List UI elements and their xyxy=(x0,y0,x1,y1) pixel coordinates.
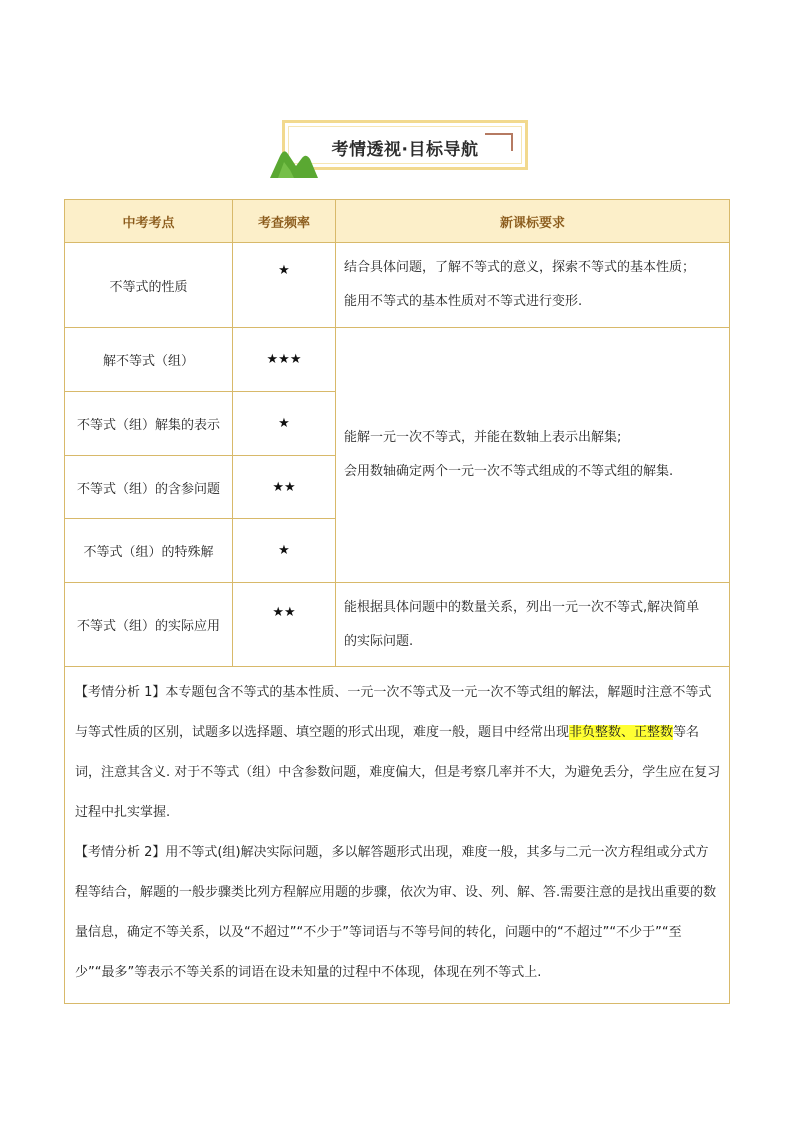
frequency-stars: ★ xyxy=(233,243,336,328)
exam-point-cell: 解不等式（组） xyxy=(65,328,233,392)
header-exam-point: 中考考点 xyxy=(65,200,233,243)
header-frequency: 考查频率 xyxy=(233,200,336,243)
banner-title: 考情透视·目标导航 xyxy=(331,140,479,160)
header-requirement: 新课标要求 xyxy=(336,200,730,243)
mountain-icon xyxy=(270,144,318,178)
exam-point-cell: 不等式的性质 xyxy=(65,243,233,328)
section-banner xyxy=(270,118,535,180)
analysis-label-2: 【考情分析 2】 xyxy=(75,845,166,860)
analysis-cell xyxy=(65,667,730,1004)
table-header-row xyxy=(65,200,730,243)
requirement-line: 能解一元一次不等式，并能在数轴上表示出解集; xyxy=(344,430,622,445)
table-row xyxy=(65,583,730,667)
banner-frame xyxy=(282,120,528,170)
table-row xyxy=(65,243,730,328)
analysis-paragraph-2 xyxy=(75,833,721,993)
highlighted-term: 非负整数、正整数 xyxy=(569,725,674,740)
requirement-cell xyxy=(336,243,730,328)
analysis-row xyxy=(65,667,730,1004)
exam-point-cell: 不等式（组）的含参问题 xyxy=(65,456,233,519)
exam-point-cell: 不等式（组）解集的表示 xyxy=(65,392,233,456)
frequency-stars: ★★★ xyxy=(233,328,336,392)
requirement-cell-merged xyxy=(336,328,730,583)
requirement-line: 会用数轴确定两个一元一次不等式组成的不等式组的解集. xyxy=(344,464,674,479)
frequency-stars: ★★ xyxy=(233,456,336,519)
requirement-cell xyxy=(336,583,730,667)
analysis-paragraph-1 xyxy=(75,673,721,833)
requirement-line: 能根据具体问题中的数量关系，列出一元一次不等式,解决简单 xyxy=(344,599,700,615)
requirement-line: 结合具体问题，了解不等式的意义，探索不等式的基本性质； xyxy=(344,260,696,275)
requirement-line: 的实际问题. xyxy=(344,633,414,649)
table-row xyxy=(65,328,730,392)
exam-point-cell: 不等式（组）的实际应用 xyxy=(65,583,233,667)
analysis-text-1b: 等名词，注意其含义. 对于不等式（组）中含参数问题，难度偏大，但是考察几率并不大，为避免丢分，学生应在复习过程中扎实掌握. xyxy=(75,725,721,820)
analysis-label-1: 【考情分析 1】 xyxy=(75,685,166,700)
analysis-text-1a: 本专题包含不等式的基本性质、一元一次不等式及一元一次不等式组的解法，解题时注意不等式与等式性质的区别，试题多以选择题、填空题的形式出现，难度一般，题目中经常出现 xyxy=(75,685,712,740)
frequency-stars: ★ xyxy=(233,519,336,583)
requirement-line: 能用不等式的基本性质对不等式进行变形. xyxy=(344,294,583,309)
exam-point-cell: 不等式（组）的特殊解 xyxy=(65,519,233,583)
frequency-stars: ★ xyxy=(233,392,336,456)
exam-points-table xyxy=(64,199,730,1004)
analysis-text-2: 用不等式(组)解决实际问题，多以解答题形式出现，难度一般，其多与二元一次方程组或分式方程等结合，解题的一般步骤类比列方程解应用题的步骤，依次为审、设、列、解、答.需要注意的是找出重要的数量信息，确定不等关系，以及“不超过”“不少于”等词语与不等号间的转化，问题中的“不超过”“不少于”“至少”“最多”等表示不等关系的词语在设未知量的过程中不体现，体现在列不等式上. xyxy=(75,845,717,980)
frequency-stars: ★★ xyxy=(233,583,336,667)
